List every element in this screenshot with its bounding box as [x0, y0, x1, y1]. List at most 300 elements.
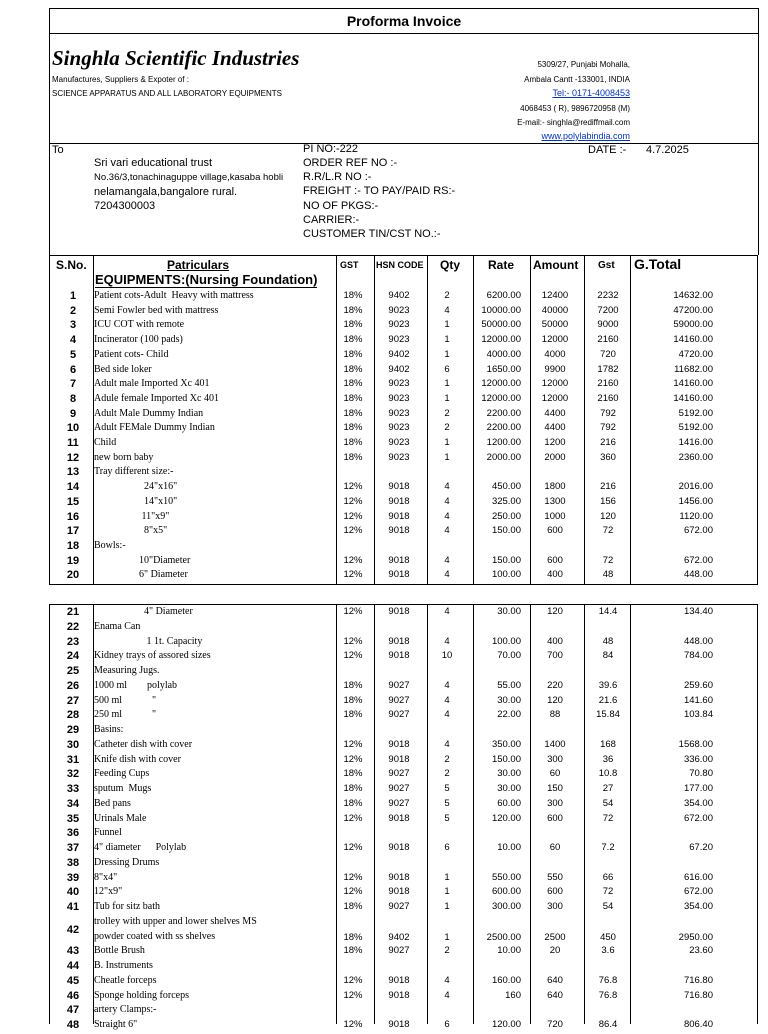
row-quantity: 1 — [444, 348, 450, 360]
row-quantity: 5 — [444, 797, 450, 809]
row-gst-amount: 120 — [600, 510, 616, 522]
row-gst-rate: 18% — [343, 290, 363, 301]
row-hsn-code: 9018 — [388, 842, 410, 853]
row-sno: 7 — [69, 378, 77, 391]
row-rate: 30.00 — [497, 694, 521, 706]
table-row — [49, 695, 757, 710]
row-grand-total: 5192.00 — [678, 422, 713, 434]
row-gst-amount: 360 — [600, 451, 616, 463]
row-grand-total: 4720.00 — [678, 348, 713, 360]
table-row — [49, 525, 757, 540]
row-gst-amount: 450 — [600, 932, 616, 944]
row-rate: 10.00 — [497, 842, 521, 853]
row-grand-total: 14160.00 — [673, 378, 713, 390]
row-gst-rate: 12% — [343, 886, 363, 898]
row-particulars: 4" Diameter — [94, 606, 193, 617]
row-particulars: 8"x4" — [94, 871, 118, 883]
row-rate: 30.00 — [497, 783, 521, 794]
table-row — [49, 1019, 757, 1034]
row-gst-amount: 76.8 — [598, 989, 618, 1001]
row-amount: 300 — [547, 901, 563, 912]
row-amount: 600 — [547, 812, 563, 824]
row-sno: 33 — [66, 783, 80, 795]
row-quantity: 6 — [444, 1019, 450, 1030]
row-rate: 30.00 — [497, 768, 521, 780]
row-particulars: Adult male Imported Xc 401 — [94, 378, 210, 390]
row-hsn-code: 9027 — [388, 797, 410, 809]
row-quantity: 4 — [444, 989, 450, 1001]
carrier: CARRIER:- — [303, 214, 360, 226]
row-gst-rate: 12% — [343, 738, 363, 750]
row-particulars: ICU COT with remote — [94, 319, 185, 331]
row-grand-total: 2360.00 — [678, 451, 713, 463]
row-sno: 19 — [66, 554, 80, 567]
row-particulars-continued: powder coated with ss shelves — [94, 930, 216, 942]
freight: FREIGHT :- TO PAY/PAID RS:- — [303, 185, 456, 197]
row-rate: 1200.00 — [486, 437, 521, 448]
table-row — [49, 945, 757, 960]
row-particulars: Basins: — [94, 724, 124, 735]
row-quantity: 2 — [444, 945, 450, 957]
row-sno: 48 — [66, 1019, 80, 1031]
row-sno: 9 — [69, 407, 77, 420]
row-grand-total: 259.60 — [683, 679, 713, 691]
row-quantity: 1 — [444, 392, 450, 404]
row-gst-amount: 3.6 — [601, 945, 615, 957]
table-row — [49, 319, 757, 334]
row-gst-amount: 86.4 — [598, 1019, 618, 1030]
row-hsn-code: 9027 — [388, 768, 410, 780]
row-sno: 12 — [66, 451, 80, 464]
row-gst-rate: 18% — [343, 304, 363, 316]
row-particulars: 12"x9" — [94, 886, 123, 898]
row-rate: 12000.00 — [481, 392, 521, 404]
row-particulars: Enama Can — [94, 620, 141, 632]
row-amount: 4400 — [544, 422, 566, 434]
row-gst-rate: 12% — [343, 989, 363, 1001]
number-of-packages: NO OF PKGS:- — [303, 200, 379, 212]
table-row — [49, 636, 757, 651]
table-row — [49, 916, 757, 946]
row-rate: 50000.00 — [481, 319, 521, 331]
row-rate: 12000.00 — [481, 378, 521, 390]
row-particulars: 1 1t. Capacity — [94, 635, 203, 647]
row-gst-amount: 54 — [602, 901, 614, 912]
row-grand-total: 134.40 — [683, 606, 713, 617]
row-sno: 39 — [66, 871, 80, 884]
recipient-name: Sri vari educational trust — [94, 157, 212, 169]
row-rate: 30.00 — [497, 606, 521, 617]
row-hsn-code: 9402 — [388, 348, 410, 360]
table-row — [49, 437, 757, 452]
row-rate: 150.00 — [491, 525, 521, 537]
company-address-line1: 5309/27, Punjabi Mohalla, — [537, 60, 630, 69]
row-gst-amount: 2232 — [597, 290, 619, 301]
row-quantity: 1 — [444, 901, 450, 912]
row-sno: 1 — [69, 290, 77, 302]
row-rate: 60.00 — [497, 797, 521, 809]
row-grand-total: 448.00 — [683, 635, 713, 647]
row-amount: 600 — [547, 554, 563, 566]
row-amount: 640 — [547, 989, 563, 1001]
table-row — [49, 1004, 757, 1019]
row-rate: 250.00 — [491, 510, 521, 522]
row-rate: 100.00 — [491, 569, 521, 581]
row-amount: 600 — [547, 886, 563, 898]
company-name: Singhla Scientific Industries — [52, 46, 300, 70]
row-quantity: 4 — [444, 974, 450, 986]
table-row — [49, 724, 757, 739]
row-amount: 600 — [547, 525, 563, 537]
row-hsn-code: 9402 — [388, 290, 410, 301]
row-quantity: 4 — [444, 525, 450, 537]
row-grand-total: 47200.00 — [673, 304, 713, 316]
row-grand-total: 5192.00 — [678, 407, 713, 419]
row-sno: 21 — [66, 606, 80, 618]
row-rate: 22.00 — [497, 709, 521, 721]
row-quantity: 1 — [444, 451, 450, 463]
row-particulars: Semi Fowler bed with mattress — [94, 304, 219, 316]
row-amount: 300 — [547, 797, 563, 809]
row-sno: 23 — [66, 635, 80, 648]
row-particulars: Bed pans — [94, 797, 131, 809]
table-row — [49, 901, 757, 916]
table-row — [49, 452, 757, 467]
row-rate: 10.00 — [497, 945, 521, 957]
row-particulars: 1000 ml polylab — [94, 679, 178, 691]
table-row — [49, 496, 757, 511]
row-hsn-code: 9018 — [388, 974, 410, 986]
row-particulars: 500 ml " — [94, 694, 157, 706]
row-amount: 50000 — [541, 319, 569, 331]
row-gst-rate: 12% — [343, 753, 363, 765]
row-quantity: 4 — [444, 495, 450, 507]
row-sno: 34 — [66, 797, 80, 810]
row-sno: 42 — [66, 923, 80, 936]
row-gst-rate: 18% — [343, 694, 363, 706]
row-gst-amount: 168 — [600, 738, 616, 750]
row-gst-rate: 18% — [343, 679, 363, 691]
row-gst-rate: 12% — [343, 812, 363, 824]
row-amount: 60 — [549, 768, 561, 780]
row-amount: 12000 — [541, 392, 569, 404]
row-sno: 15 — [66, 495, 80, 508]
row-gst-amount: 36 — [602, 753, 614, 765]
table-row — [49, 422, 757, 437]
company-email: E-mail:- singhla@rediffmail.com — [517, 118, 630, 127]
row-hsn-code: 9018 — [388, 871, 410, 883]
row-hsn-code: 9018 — [388, 635, 410, 647]
row-gst-rate: 12% — [343, 635, 363, 647]
row-sno: 8 — [69, 392, 77, 405]
row-gst-rate: 18% — [343, 451, 363, 463]
row-rate: 55.00 — [497, 679, 521, 691]
table-row — [49, 842, 757, 857]
rr-lr-number: R.R/L.R NO :- — [303, 171, 372, 183]
row-gst-rate: 12% — [343, 871, 363, 883]
row-hsn-code: 9023 — [388, 422, 410, 434]
row-grand-total: 672.00 — [683, 812, 713, 824]
row-gst-amount: 2160 — [597, 378, 619, 390]
row-sno: 40 — [66, 886, 80, 899]
col-header-sno: S.No. — [56, 258, 87, 272]
row-particulars: Bowls:- — [94, 539, 126, 551]
row-gst-rate: 12% — [343, 650, 363, 662]
row-amount: 20 — [549, 945, 561, 957]
row-sno: 46 — [66, 989, 80, 1002]
row-rate: 450.00 — [491, 481, 521, 493]
row-amount: 12000 — [541, 334, 569, 346]
row-gst-amount: 66 — [602, 871, 614, 883]
row-sno: 24 — [66, 650, 80, 663]
row-grand-total: 59000.00 — [673, 319, 713, 331]
row-quantity: 2 — [444, 753, 450, 765]
row-rate: 160 — [505, 989, 521, 1001]
row-hsn-code: 9018 — [388, 886, 410, 898]
row-grand-total: 14160.00 — [673, 334, 713, 346]
row-particulars: Sponge holding forceps — [94, 989, 189, 1001]
row-amount: 700 — [547, 650, 563, 662]
row-sno: 14 — [66, 481, 80, 494]
row-hsn-code: 9023 — [388, 451, 410, 463]
row-amount: 1300 — [544, 495, 566, 507]
row-grand-total: 67.20 — [689, 842, 713, 853]
row-particulars: Catheter dish with cover — [94, 738, 193, 750]
row-amount: 88 — [549, 709, 561, 721]
row-grand-total: 103.84 — [683, 709, 713, 721]
row-rate: 350.00 — [491, 738, 521, 750]
row-hsn-code: 9027 — [388, 945, 410, 957]
row-quantity: 2 — [444, 422, 450, 434]
row-gst-rate: 18% — [343, 378, 363, 390]
row-particulars: Incinerator (100 pads) — [94, 334, 183, 346]
row-particulars: Measuring Jugs. — [94, 665, 160, 676]
row-amount: 2500 — [544, 932, 566, 944]
row-quantity: 5 — [444, 783, 450, 794]
row-particulars: Patient cots- Child — [94, 348, 169, 360]
row-particulars: Bottle Brush — [94, 945, 145, 957]
table-row — [49, 408, 757, 423]
table-row — [49, 466, 757, 481]
row-hsn-code: 9023 — [388, 304, 410, 316]
row-gst-rate: 12% — [343, 554, 363, 566]
row-grand-total: 2950.00 — [678, 932, 713, 944]
row-sno: 35 — [66, 812, 80, 825]
row-sno: 28 — [66, 709, 80, 722]
table-row — [49, 290, 757, 305]
row-particulars: Kidney trays of assored sizes — [94, 650, 211, 662]
company-products: SCIENCE APPARATUS AND ALL LABORATORY EQUIPMENTS — [52, 89, 282, 98]
row-amount: 220 — [547, 679, 563, 691]
row-gst-amount: 72 — [602, 886, 614, 898]
row-gst-amount: 15.84 — [596, 709, 620, 721]
row-gst-rate: 12% — [343, 510, 363, 522]
row-hsn-code: 9402 — [388, 932, 410, 944]
table-row — [49, 305, 757, 320]
row-rate: 2200.00 — [486, 422, 521, 434]
row-grand-total: 177.00 — [683, 783, 713, 794]
row-particulars: Adult FEMale Dummy Indian — [94, 422, 215, 434]
table-row — [49, 349, 757, 364]
row-sno: 5 — [69, 348, 77, 361]
row-gst-rate: 18% — [343, 363, 363, 375]
company-address-line2: Ambala Cantt -133001, INDIA — [524, 75, 630, 84]
row-particulars: Knife dish with cover — [94, 753, 181, 765]
row-sno: 47 — [66, 1004, 80, 1017]
row-sno: 32 — [66, 768, 80, 781]
page2-top-border — [49, 604, 758, 605]
row-gst-amount: 54 — [602, 797, 614, 809]
row-hsn-code: 9027 — [388, 783, 410, 794]
row-amount: 1000 — [544, 510, 566, 522]
to-label: To — [52, 144, 64, 156]
row-gst-rate: 18% — [343, 932, 363, 944]
row-gst-rate: 12% — [343, 481, 363, 493]
row-gst-rate: 18% — [343, 422, 363, 434]
row-hsn-code: 9023 — [388, 319, 410, 331]
table-row — [49, 511, 757, 526]
col-header-gst: GST — [340, 260, 359, 270]
row-amount: 9900 — [544, 363, 566, 375]
row-particulars: Straight 6" — [94, 1019, 138, 1030]
row-gst-amount: 84 — [602, 650, 614, 662]
row-hsn-code: 9023 — [388, 334, 410, 346]
page1-bottom-border — [49, 584, 758, 585]
table-row — [49, 886, 757, 901]
row-particulars: Urinals Male — [94, 812, 147, 824]
row-quantity: 4 — [444, 738, 450, 750]
row-particulars: Adule female Imported Xc 401 — [94, 392, 219, 404]
table-row — [49, 540, 757, 555]
row-quantity: 1 — [444, 871, 450, 883]
row-grand-total: 672.00 — [683, 886, 713, 898]
company-tel-link[interactable]: Tel:- 0171-4008453 — [552, 88, 630, 98]
row-sno: 6 — [69, 363, 77, 376]
table-row — [49, 827, 757, 842]
table-row — [49, 665, 757, 680]
row-grand-total: 14160.00 — [673, 392, 713, 404]
row-rate: 600.00 — [491, 886, 521, 898]
row-hsn-code: 9023 — [388, 407, 410, 419]
row-hsn-code: 9018 — [388, 753, 410, 765]
table-row — [49, 768, 757, 783]
row-hsn-code: 9018 — [388, 989, 410, 1001]
row-gst-rate: 18% — [343, 407, 363, 419]
row-sno: 25 — [66, 665, 80, 677]
row-grand-total: 141.60 — [683, 694, 713, 706]
row-gst-rate: 12% — [343, 974, 363, 986]
row-amount: 2000 — [544, 451, 566, 463]
row-gst-amount: 2160 — [597, 334, 619, 346]
row-gst-amount: 216 — [600, 481, 616, 493]
table-row — [49, 393, 757, 408]
row-grand-total: 1456.00 — [678, 495, 713, 507]
row-grand-total: 716.80 — [683, 989, 713, 1001]
row-amount: 640 — [547, 974, 563, 986]
row-particulars: Funnel — [94, 827, 122, 839]
table-row — [49, 680, 757, 695]
table-row — [49, 364, 757, 379]
row-rate: 6200.00 — [486, 290, 521, 301]
row-hsn-code: 9018 — [388, 650, 410, 662]
table-row — [49, 975, 757, 990]
row-quantity: 1 — [444, 886, 450, 898]
col-header-hsn: HSN CODE — [376, 260, 424, 270]
row-grand-total: 1120.00 — [679, 510, 713, 522]
row-particulars: 14"x10" — [94, 495, 178, 507]
row-rate: 12000.00 — [481, 334, 521, 346]
row-sno: 31 — [66, 753, 80, 766]
row-quantity: 1 — [444, 319, 450, 331]
recipient-address-line1: No.36/3,tonachinaguppe village,kasaba hobli — [94, 172, 284, 183]
row-hsn-code: 9027 — [388, 709, 410, 721]
col-header-amount: Amount — [533, 258, 579, 272]
row-amount: 4000 — [544, 348, 566, 360]
row-gst-rate: 12% — [343, 1019, 363, 1030]
row-hsn-code: 9018 — [388, 738, 410, 750]
row-quantity: 4 — [444, 635, 450, 647]
row-particulars: artery Clamps:- — [94, 1004, 157, 1016]
row-hsn-code: 9018 — [388, 569, 410, 581]
row-gst-amount: 72 — [602, 525, 614, 537]
row-gst-rate: 12% — [343, 569, 363, 581]
row-amount: 1800 — [544, 481, 566, 493]
date-label: DATE :- — [588, 144, 627, 156]
row-particulars: B. Instruments — [94, 960, 153, 971]
table-row — [49, 739, 757, 754]
row-sno: 10 — [66, 422, 80, 435]
row-quantity: 1 — [444, 437, 450, 448]
row-gst-amount: 76.8 — [598, 974, 618, 986]
row-hsn-code: 9023 — [388, 378, 410, 390]
company-tagline: Manufactures, Suppliers & Expoter of : — [52, 75, 189, 84]
table-row — [49, 481, 757, 496]
row-rate: 4000.00 — [486, 348, 521, 360]
col-header-gst-amount: Gst — [598, 260, 615, 271]
row-grand-total: 336.00 — [683, 753, 713, 765]
row-quantity: 1 — [444, 334, 450, 346]
row-quantity: 4 — [444, 709, 450, 721]
row-rate: 150.00 — [491, 554, 521, 566]
row-sno: 16 — [66, 510, 80, 523]
row-sno: 36 — [66, 827, 80, 840]
row-gst-rate: 18% — [343, 392, 363, 404]
table-row — [49, 650, 757, 665]
row-particulars: Dressing Drums — [94, 856, 160, 868]
row-particulars: Adult Male Dummy Indian — [94, 407, 204, 419]
row-gst-rate: 18% — [343, 901, 363, 912]
row-gst-amount: 792 — [600, 407, 616, 419]
table-row — [49, 990, 757, 1005]
table-row — [49, 569, 757, 584]
row-gst-amount: 7.2 — [601, 842, 615, 853]
row-sno: 45 — [66, 974, 80, 987]
row-quantity: 1 — [444, 378, 450, 390]
row-grand-total: 672.00 — [683, 554, 713, 566]
company-website-link[interactable]: www.polylabindia.com — [541, 131, 630, 141]
row-amount: 300 — [547, 753, 563, 765]
row-gst-rate: 12% — [343, 842, 363, 853]
row-gst-rate: 18% — [343, 783, 363, 794]
row-grand-total: 70.80 — [689, 768, 713, 780]
invoice-title: Proforma Invoice — [49, 8, 759, 34]
row-sno: 3 — [69, 319, 77, 332]
row-rate: 120.00 — [491, 1019, 521, 1030]
row-particulars: 6" Diameter — [94, 569, 188, 581]
col-header-rate: Rate — [488, 258, 515, 272]
row-particulars: Tub for sitz bath — [94, 901, 161, 912]
row-quantity: 4 — [444, 694, 450, 706]
